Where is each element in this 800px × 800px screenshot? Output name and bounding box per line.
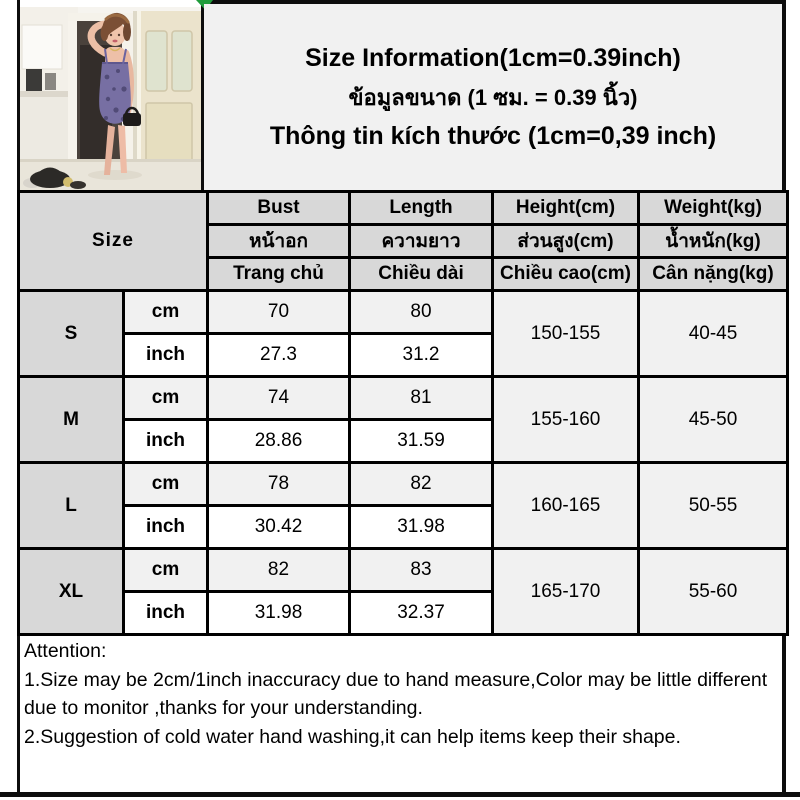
cell-l-weight: 50-55	[639, 463, 788, 549]
cell-m-weight: 45-50	[639, 377, 788, 463]
row-l-cm	[19, 463, 788, 506]
cell-l-height: 160-165	[493, 463, 639, 549]
attention-line-2: 2.Suggestion of cold water hand washing,it can help items keep their shape.	[24, 725, 681, 748]
cell-s-length-cm: 80	[350, 291, 493, 334]
cell-l-length-cm: 82	[350, 463, 493, 506]
row-xl-cm	[19, 549, 788, 592]
model-photo	[20, 7, 201, 190]
cell-l-bust-inch: 30.42	[208, 506, 350, 549]
cell-m-length-cm: 81	[350, 377, 493, 420]
row-m-cm	[19, 377, 788, 420]
unit-label-cm: cm	[124, 463, 208, 506]
attention-heading: Attention:	[24, 640, 107, 662]
size-label-s: S	[19, 291, 124, 377]
col-header-weight-en: Weight(kg)	[639, 192, 788, 225]
cell-m-length-inch: 31.59	[350, 420, 493, 463]
unit-label-inch: inch	[124, 592, 208, 635]
cell-s-height: 150-155	[493, 291, 639, 377]
unit-label-inch: inch	[124, 506, 208, 549]
cell-xl-bust-cm: 82	[208, 549, 350, 592]
size-label-xl: XL	[19, 549, 124, 635]
col-header-bust-en: Bust	[208, 192, 350, 225]
attention-line-1: 1.Size may be 2cm/1inch inaccuracy due to hand measure,Color may be little different due to monitor ,thanks for your understanding.	[24, 668, 768, 719]
col-header-length-th: ความยาว	[350, 225, 493, 258]
col-header-height-vi: Chiều cao(cm)	[493, 258, 639, 291]
title-block	[204, 4, 782, 191]
col-header-bust-vi: Trang chủ	[208, 258, 350, 291]
cell-m-bust-inch: 28.86	[208, 420, 350, 463]
header-row-en	[19, 192, 788, 225]
unit-label-inch: inch	[124, 420, 208, 463]
unit-label-cm: cm	[124, 291, 208, 334]
cell-m-bust-cm: 74	[208, 377, 350, 420]
unit-label-cm: cm	[124, 549, 208, 592]
cell-s-bust-cm: 70	[208, 291, 350, 334]
unit-label-inch: inch	[124, 334, 208, 377]
attention-note	[24, 637, 778, 751]
cell-xl-weight: 55-60	[639, 549, 788, 635]
col-header-weight-vi: Cân nặng(kg)	[639, 258, 788, 291]
cell-m-height: 155-160	[493, 377, 639, 463]
cell-xl-bust-inch: 31.98	[208, 592, 350, 635]
cell-s-weight: 40-45	[639, 291, 788, 377]
row-s-cm	[19, 291, 788, 334]
cell-l-bust-cm: 78	[208, 463, 350, 506]
cell-s-bust-inch: 27.3	[208, 334, 350, 377]
title-vietnamese: Thông tin kích thước (1cm=0,39 inch)	[269, 122, 717, 150]
col-header-length-vi: Chiều dài	[350, 258, 493, 291]
cell-xl-length-cm: 83	[350, 549, 493, 592]
size-table	[17, 190, 789, 636]
col-header-weight-th: น้ำหนัก(kg)	[639, 225, 788, 258]
border-line-bottom	[0, 792, 800, 797]
col-header-height-th: ส่วนสูง(cm)	[493, 225, 639, 258]
size-label-m: M	[19, 377, 124, 463]
col-header-bust-th: หน้าอก	[208, 225, 350, 258]
title-thai: ข้อมูลขนาด (1 ซม. = 0.39 นิ้ว)	[348, 85, 638, 110]
cell-xl-height: 165-170	[493, 549, 639, 635]
size-label-l: L	[19, 463, 124, 549]
cell-s-length-inch: 31.2	[350, 334, 493, 377]
title-english: Size Information(1cm=0.39inch)	[305, 44, 681, 72]
cell-xl-length-inch: 32.37	[350, 592, 493, 635]
cell-l-length-inch: 31.98	[350, 506, 493, 549]
col-header-length-en: Length	[350, 192, 493, 225]
size-corner-label: Size	[19, 192, 208, 291]
col-header-height-en: Height(cm)	[493, 192, 639, 225]
unit-label-cm: cm	[124, 377, 208, 420]
